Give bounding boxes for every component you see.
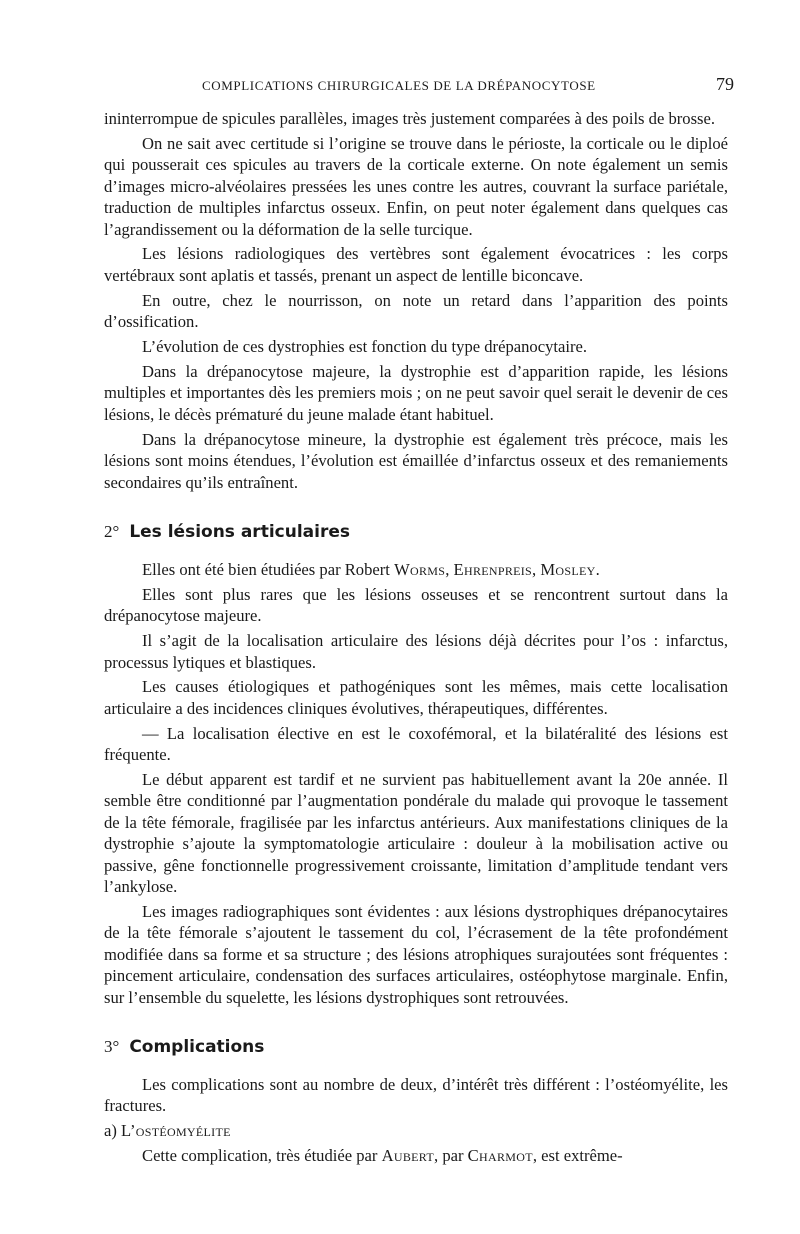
paragraph xyxy=(104,559,728,580)
section-heading-2 xyxy=(104,521,728,543)
text-run: , par xyxy=(434,1146,468,1166)
running-title: COMPLICATIONS CHIRURGICALES DE LA DRÉPANOCYTOSE xyxy=(202,78,596,93)
text-run: . xyxy=(595,559,600,579)
text-run: Elles ont été bien étudiées par Robert xyxy=(142,559,395,579)
paragraph: Le début apparent est tardif et ne survient pas habituellement avant la 20e année. Il semble être conditionné par l’augmentation pondérale du malade qui provoque le tassement de la tête fémorale, fragilisée par les infarctus antérieurs. Aux manifestations cliniques de la dystrophie s’ajoute la symptomatologie articulaire : douleur à la mobilisation active ou passive, gêne fonctionnelle progressivement croissante, limitation d’amplitude tendant vers l’ankylose. xyxy=(104,770,728,897)
section-number: 2° xyxy=(104,521,120,541)
paragraph: En outre, chez le nourrisson, on note un retard dans l’apparition des points d’ossification. xyxy=(104,290,728,332)
subsection-title: L’ostéomyélite xyxy=(121,1121,231,1141)
text-run: , xyxy=(445,559,454,579)
paragraph: Il s’agit de la localisation articulaire des lésions déjà décrites pour l’os : infarctus, processus lytiques et blastiques. xyxy=(104,631,728,672)
subsection-heading xyxy=(104,1120,728,1141)
paragraph: — La localisation élective en est le coxofémoral, et la bilatéralité des lésions est fréquente. xyxy=(104,723,728,765)
paragraph: Elles sont plus rares que les lésions osseuses et se rencontrent surtout dans la drépanocytose majeure. xyxy=(104,584,728,626)
paragraph: Dans la drépanocytose majeure, la dystrophie est d’apparition rapide, les lésions multiples et importantes dès les premiers mois ; on ne peut savoir quel serait le devenir de ces lésions, le décès prématuré du jeune malade étant habituel. xyxy=(104,361,728,424)
paragraph: On ne sait avec certitude si l’origine se trouve dans le périoste, la corticale ou le diploé qui pousserait ces spicules au travers de la corticale externe. On note également un semis d’images micro-alvéolaires pressées les unes contre les autres, couvrant la surface pariétale, traduction de multiples infarctus osseux. Enfin, on peut noter également dans quelques cas l’agrandissement ou la déformation de la selle turcique. xyxy=(104,133,728,239)
text-run: Cette complication, très étudiée par xyxy=(142,1146,382,1166)
subsection-label: a) xyxy=(104,1121,122,1141)
author-name: Ehrenpreis xyxy=(453,559,533,579)
paragraph: Les causes étiologiques et pathogéniques sont les mêmes, mais cette localisation articulaire a des incidences cliniques évolutives, thérapeutiques, différentes. xyxy=(104,677,728,718)
paragraph: Les images radiographiques sont évidentes : aux lésions dystrophiques drépanocytaires de la tête fémorale s’ajoutent le tassement du col, l’écrasement de la tête profondément modifiée dans sa forme et sa structure ; des lésions atrophiques surajoutées sont fréquentes : pincement articulaire, condensation des surfaces articulaires, ostéophytose marginale. Enfin, sur l’ensemble du squelette, les lésions dystrophiques sont retrouvées. xyxy=(104,902,728,1007)
section-title: Complications xyxy=(129,1037,265,1058)
paragraph: Les lésions radiologiques des vertèbres sont également évocatrices : les corps vertébraux sont aplatis et tassés, prenant un aspect de lentille biconcave. xyxy=(104,244,728,285)
body-text xyxy=(104,108,728,1170)
section-heading-3 xyxy=(104,1036,728,1058)
paragraph: L’évolution de ces dystrophies est fonction du type drépanocytaire. xyxy=(142,337,587,357)
paragraph xyxy=(104,1145,728,1166)
author-name: Charmot xyxy=(467,1146,533,1166)
author-name: Aubert xyxy=(381,1146,435,1166)
running-head xyxy=(104,74,734,98)
section-title: Les lésions articulaires xyxy=(129,521,350,542)
paragraph: Dans la drépanocytose mineure, la dystrophie est également très précoce, mais les lésions sont moins étendues, l’évolution est émaillée d’infarctus osseux et des remaniements secondaires qu’ils entraînent. xyxy=(104,429,728,492)
section-number: 3° xyxy=(104,1037,120,1057)
paragraph: Les complications sont au nombre de deux, d’intérêt très différent : l’ostéomyélite, les fractures. xyxy=(104,1075,728,1116)
text-run: , xyxy=(532,559,541,579)
page-number: 79 xyxy=(716,74,734,94)
paragraph: ininterrompue de spicules parallèles, images très justement comparées à des poils de brosse. xyxy=(104,109,716,128)
author-name: Mosley xyxy=(540,559,596,579)
author-name: Worms xyxy=(394,559,446,579)
text-run: , est extrême- xyxy=(532,1146,623,1166)
